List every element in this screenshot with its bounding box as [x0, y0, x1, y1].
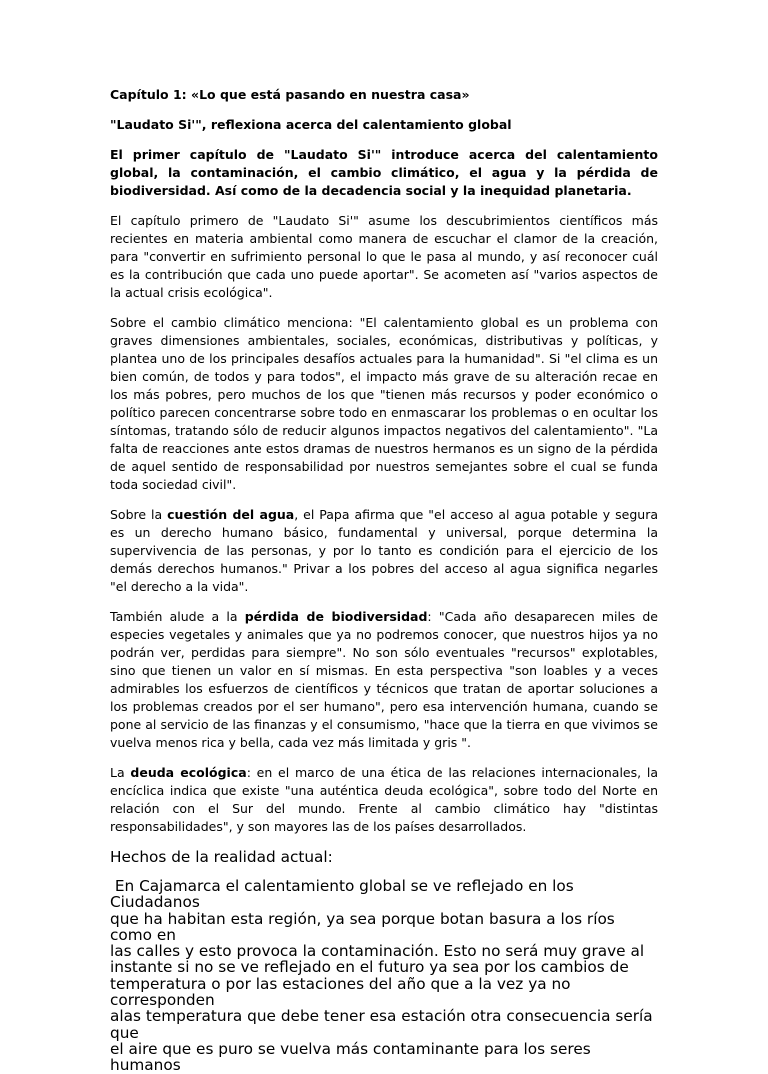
- paragraph-3-rest: , el Papa afirma que "el acceso al agua potable y segura es un derecho humano básico, fundamental y universal, porque determina la supervivencia de las personas, y por lo tanto es condición para el ejercicio de los demás derechos humanos." Privar a los pobres del acceso al agua significa negarles "el derecho a la vida".: [110, 507, 659, 594]
- text-line: que ha habitan esta región, ya sea porque botan basura a los ríos como en: [110, 909, 620, 944]
- text-line: las calles y esto provoca la contaminación. Esto no será muy grave al: [110, 942, 645, 961]
- text-line: temperatura o por las estaciones del año que a la vez ya no corresponden: [110, 974, 576, 1010]
- text-line: alas temperatura que debe tener esa estación otra consecuencia sería que: [110, 1007, 658, 1042]
- chapter-title: Capítulo 1: «Lo que está pasando en nuestra casa»: [110, 87, 470, 102]
- section-heading: Hechos de la realidad actual:: [110, 848, 333, 866]
- paragraph-1: El capítulo primero de "Laudato Si'" asume los descubrimientos científicos más recientes en materia ambiental como manera de escuchar el clamor de la creación, para "convertir en sufrimiento personal lo que le pasa al mundo, y así reconocer cuál es la contribución que cada uno puede aportar". Se acometen así "varios aspectos de la actual crisis ecológica".: [110, 213, 658, 300]
- document-page: [110, 86, 658, 1074]
- paragraph-5-start: La: [110, 765, 131, 780]
- text-line: instante si no se ve reflejado en el futuro ya sea por los cambios de: [110, 958, 629, 977]
- paragraph-4: [110, 608, 658, 752]
- paragraph-5: [110, 764, 658, 836]
- text-line: En Cajamarca el calentamiento global se ve reflejado en los Ciudadanos: [110, 877, 579, 912]
- paragraph-3: [110, 506, 658, 596]
- paragraph-3-bold-term: cuestión del agua: [167, 507, 295, 522]
- final-paragraph: [110, 878, 658, 1074]
- paragraph-5-rest: : en el marco de una ética de las relaciones internacionales, la encíclica indica que existe "una auténtica deuda ecológica", sobre todo del Norte en relación con el Sur del mundo. Frente al cambio climático hay "distintas responsabilidades", y son mayores las de los países desarrollados.: [110, 765, 658, 834]
- paragraph-2: Sobre el cambio climático menciona: "El calentamiento global es un problema con graves dimensiones ambientales, sociales, económicas, distributivas y políticas, y plantea uno de los principales desafíos actuales para la humanidad". Si "el clima es un bien común, de todos y para todos", el impacto más grave de su alteración recae en los más pobres, pero muchos de los que "tienen más recursos y poder económico o político parecen concentrarse sobre todo en enmascarar los problemas o en ocultar los síntomas, tratando sólo de reducir algunos impactos negativos del calentamiento". "La falta de reacciones ante estos dramas de nuestros hermanos es un signo de la pérdida de aquel sentido de responsabilidad por nuestros semejantes sobre el cual se funda toda sociedad civil".: [110, 315, 658, 492]
- subtitle: "Laudato Si'", reflexiona acerca del calentamiento global: [110, 117, 512, 132]
- paragraph-4-rest: : "Cada año desaparecen miles de especies vegetales y animales que ya no podremos conocer, que nuestros hijos ya no podrán ver, perdidas para siempre". No son sólo eventuales "recursos" explotables, sino que tienen un valor en sí mismas. En esta perspectiva "son loables y a veces admirables los esfuerzos de científicos y técnicos que tratan de aportar soluciones a los problemas creados por el ser humano", pero esa intervención humana, cuando se pone al servicio de las finanzas y el consumismo, "hace que la tierra en que vivimos se vuelva menos rica y bella, cada vez más limitada y gris ".: [110, 609, 658, 750]
- paragraph-5-bold-term: deuda ecológica: [130, 765, 247, 780]
- intro-paragraph: El primer capítulo de "Laudato Si'" introduce acerca del calentamiento global, la contaminación, el cambio climático, el agua y la pérdida de biodiversidad. Así como de la decadencia social y la inequidad planetaria.: [110, 147, 658, 198]
- paragraph-4-bold-term: pérdida de biodiversidad: [244, 609, 428, 624]
- paragraph-3-start: Sobre la: [110, 507, 168, 522]
- text-line: el aire que es puro se vuelva más contaminante para los seres humanos: [110, 1039, 596, 1074]
- paragraph-4-start: También alude a la: [110, 609, 245, 624]
